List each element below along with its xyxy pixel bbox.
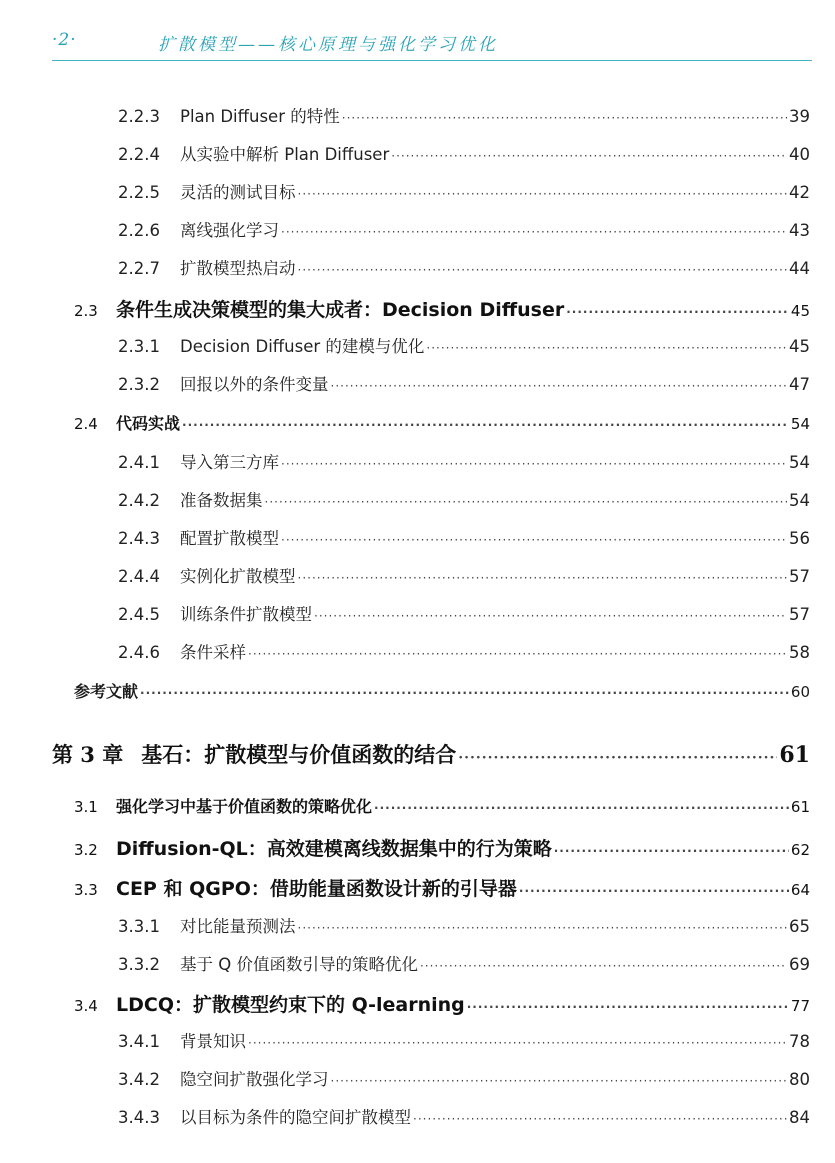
toc-entry-title: 实例化扩散模型	[180, 567, 296, 586]
toc-entry-number: 3.1	[74, 798, 98, 816]
toc-entry-title: LDCQ：扩散模型约束下的 Q-learning	[116, 994, 465, 1016]
toc-entry-page: 78	[789, 1032, 810, 1051]
toc-entry-2-4-4[interactable]	[118, 563, 810, 589]
toc-entry-page: 54	[790, 415, 810, 433]
toc-leader-dots	[281, 225, 787, 239]
toc-entry-page: 69	[789, 955, 810, 974]
toc-entry-number: 3.4.3	[118, 1108, 160, 1127]
toc-entry-number: 3.4	[74, 997, 98, 1015]
toc-entry-number: 3.4.2	[118, 1070, 160, 1089]
toc-entry-title: Diffusion-QL：高效建模离线数据集中的行为策略	[116, 838, 552, 860]
toc-entry-title: 导入第三方库	[180, 453, 279, 472]
toc-entry-page: 45	[790, 302, 810, 320]
toc-leader-dots	[314, 609, 787, 623]
toc-entry-number: 2.4.1	[118, 453, 160, 472]
toc-entry-page: 77	[790, 997, 810, 1015]
toc-entry-2-4[interactable]	[74, 411, 810, 437]
toc-leader-dots	[342, 111, 787, 125]
toc-entry-number: 2.2.4	[118, 145, 160, 164]
running-header	[52, 26, 812, 61]
toc-entry-2-3-1[interactable]	[118, 333, 810, 359]
toc-entry-3-4-1[interactable]	[118, 1028, 810, 1054]
toc-entry-number: 2.4.3	[118, 529, 160, 548]
toc-entry-title: 准备数据集	[180, 491, 263, 510]
toc-entry-number: 2.4.6	[118, 643, 160, 662]
toc-entry-page: 57	[789, 605, 810, 624]
toc-entry-page: 62	[790, 841, 810, 859]
toc-entry-page: 40	[789, 145, 810, 164]
toc-entry-number: 2.4.2	[118, 491, 160, 510]
toc-leader-dots	[554, 844, 789, 858]
toc-entry-title: 基于 Q 价值函数引导的策略优化	[180, 955, 418, 974]
toc-entry-title: 配置扩散模型	[180, 529, 279, 548]
toc-leader-dots	[298, 187, 788, 201]
toc-leader-dots	[391, 149, 787, 163]
toc-leader-dots	[426, 341, 787, 355]
toc-entry-2-3[interactable]	[74, 295, 810, 321]
toc-entry-page: 54	[789, 491, 810, 510]
toc-entry-number: 2.3	[74, 302, 98, 320]
toc-entry-number: 2.4.5	[118, 605, 160, 624]
toc-leader-dots	[458, 750, 777, 766]
toc-entry-2-4-3[interactable]	[118, 525, 810, 551]
toc-entry-title: 参考文献	[74, 682, 139, 701]
toc-entry-2-2-3[interactable]	[118, 103, 810, 129]
toc-leader-dots	[374, 801, 789, 815]
header-book-title: 扩散模型——核心原理与强化学习优化	[158, 35, 498, 55]
toc-entry-title: 离线强化学习	[180, 221, 279, 240]
toc-leader-dots	[298, 263, 788, 277]
toc-entry-3-3-2[interactable]	[118, 951, 810, 977]
toc-entry-title: 对比能量预测法	[180, 917, 296, 936]
toc-entry-page: 39	[789, 107, 810, 126]
toc-entry-title: 以目标为条件的隐空间扩散模型	[180, 1108, 411, 1127]
toc-entry-title: 回报以外的条件变量	[180, 375, 329, 394]
toc-leader-dots	[298, 571, 788, 585]
toc-entry-page: 43	[789, 221, 810, 240]
toc-leader-dots	[331, 379, 788, 393]
toc-entry-number: 3.3.2	[118, 955, 160, 974]
toc-entry-title: Decision Diffuser 的建模与优化	[180, 337, 425, 356]
toc-leader-dots	[248, 647, 787, 661]
toc-entry-page: 61	[790, 798, 810, 816]
toc-entry-page: 42	[789, 183, 810, 202]
toc-leader-dots	[140, 686, 789, 700]
toc-entry-page: 65	[789, 917, 810, 936]
toc-entry-2-2-6[interactable]	[118, 217, 810, 243]
toc-entry-page: 84	[789, 1108, 810, 1127]
toc-entry-page: 80	[789, 1070, 810, 1089]
toc-entry-title: CEP 和 QGPO：借助能量函数设计新的引导器	[116, 878, 517, 900]
toc-leader-dots	[519, 884, 789, 898]
toc-entry-number: 3.4.1	[118, 1032, 160, 1051]
toc-entry-2-2-4[interactable]	[118, 141, 810, 167]
toc-entry-title: 强化学习中基于价值函数的策略优化	[116, 797, 373, 816]
toc-entry-title: 灵活的测试目标	[180, 183, 296, 202]
toc-leader-dots	[265, 495, 788, 509]
toc-leader-dots	[182, 418, 789, 432]
toc-leader-dots	[413, 1112, 787, 1126]
toc-entry-3-3[interactable]	[74, 874, 810, 900]
toc-leader-dots	[566, 305, 789, 319]
toc-entry-title: 训练条件扩散模型	[180, 605, 312, 624]
toc-entry-2-4-2[interactable]	[118, 487, 810, 513]
toc-entry-3-4-3[interactable]	[118, 1104, 810, 1130]
toc-entry-number: 2.4	[74, 415, 98, 433]
toc-entry-2-4-6[interactable]	[118, 639, 810, 665]
toc-entry-3-4[interactable]	[74, 990, 810, 1016]
toc-entry-page: 61	[779, 742, 810, 768]
toc-entry-2-4-5[interactable]	[118, 601, 810, 627]
toc-entry-title: 条件生成决策模型的集大成者：Decision Diffuser	[116, 299, 565, 321]
toc-entry-3-4-2[interactable]	[118, 1066, 810, 1092]
toc-leader-dots	[281, 457, 787, 471]
toc-entry-2-2-7[interactable]	[118, 255, 810, 281]
toc-entry-page: 57	[789, 567, 810, 586]
toc-entry-references[interactable]	[74, 679, 810, 705]
toc-entry-page: 47	[789, 375, 810, 394]
toc-entry-chapter-3[interactable]	[52, 739, 810, 768]
toc-entry-3-3-1[interactable]	[118, 913, 810, 939]
toc-entry-number: 2.2.3	[118, 107, 160, 126]
toc-entry-2-2-5[interactable]	[118, 179, 810, 205]
toc-entry-2-4-1[interactable]	[118, 449, 810, 475]
toc-entry-title: 背景知识	[180, 1032, 246, 1051]
toc-leader-dots	[467, 1000, 789, 1014]
toc-entry-number: 2.2.7	[118, 259, 160, 278]
toc-leader-dots	[298, 921, 788, 935]
toc-entry-number: 3.3.1	[118, 917, 160, 936]
toc-entry-3-2[interactable]	[74, 834, 810, 860]
toc-entry-number: 2.3.2	[118, 375, 160, 394]
toc-entry-title: 代码实战	[116, 414, 181, 433]
toc-entry-number: 2.3.1	[118, 337, 160, 356]
toc-chapter-title: 基石：扩散模型与价值函数的结合	[141, 742, 457, 767]
toc-entry-page: 45	[789, 337, 810, 356]
toc-entry-title: 从实验中解析 Plan Diffuser	[180, 145, 390, 164]
toc-entry-page: 54	[789, 453, 810, 472]
toc-chapter-number: 第 3 章	[52, 742, 124, 767]
toc-leader-dots	[420, 959, 787, 973]
toc-leader-dots	[331, 1074, 788, 1088]
toc-entry-number: 2.2.6	[118, 221, 160, 240]
toc-entry-title: 隐空间扩散强化学习	[180, 1070, 329, 1089]
toc-entry-number: 3.2	[74, 841, 98, 859]
toc-entry-title: 条件采样	[180, 643, 246, 662]
toc-entry-number: 3.3	[74, 881, 98, 899]
toc-entry-page: 64	[790, 881, 810, 899]
toc-entry-number: 2.4.4	[118, 567, 160, 586]
toc-entry-title: Plan Diffuser 的特性	[180, 107, 340, 126]
header-page-number: ·2·	[52, 30, 77, 50]
toc-leader-dots	[248, 1036, 787, 1050]
toc-entry-number: 2.2.5	[118, 183, 160, 202]
toc-leader-dots	[281, 533, 787, 547]
toc-entry-title: 扩散模型热启动	[180, 259, 296, 278]
toc-entry-page: 58	[789, 643, 810, 662]
toc-entry-page: 44	[789, 259, 810, 278]
toc-entry-3-1[interactable]	[74, 794, 810, 820]
toc-entry-2-3-2[interactable]	[118, 371, 810, 397]
toc-entry-page: 56	[789, 529, 810, 548]
toc-entry-page: 60	[790, 683, 810, 701]
